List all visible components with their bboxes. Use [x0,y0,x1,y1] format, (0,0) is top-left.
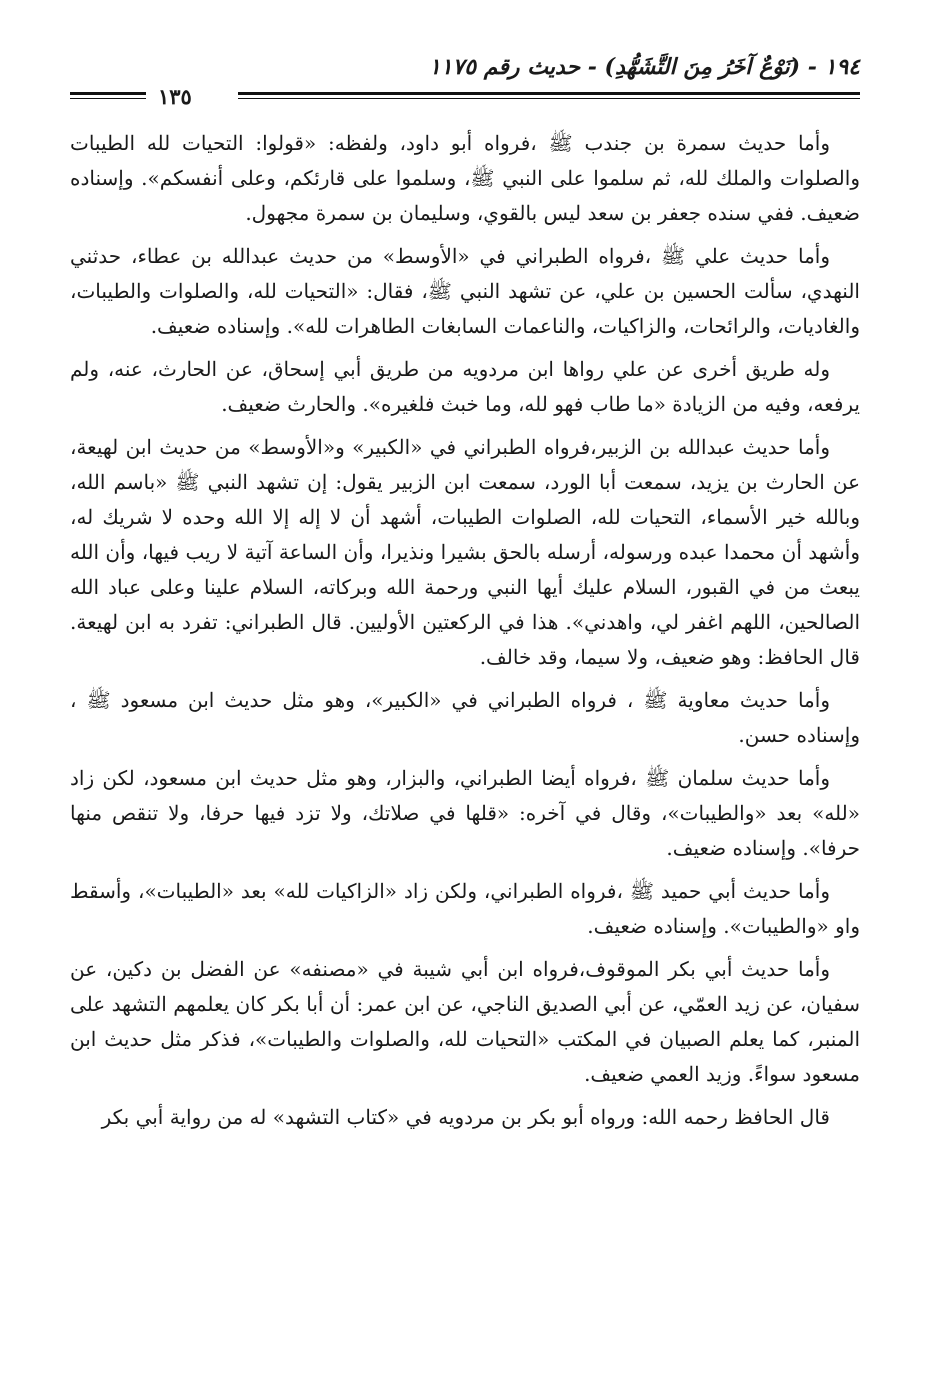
paragraph: وأما حديث سلمان ﷺ ،فرواه أيضا الطبراني، والبزار، وهو مثل حديث ابن مسعود، لكن زاد «لله» بعد «والطيبات»، وقال في آخره: «قلها في صلاتك، ولا تزد فيها حرفا، ولا تنقص منها حرفا». وإسناده ضعيف. [70,766,860,860]
page-header [70,48,860,109]
header-rule [238,92,860,99]
header-rule-short [70,92,146,99]
paragraph: وأما حديث علي ﷺ ،فرواه الطبراني في «الأوسط» من حديث عبدالله بن عطاء، حدثني النهدي، سألت الحسين بن علي، عن تشهد النبي ﷺ، فقال: «التحيات لله، والصلوات والطيبات، والغاديات، والرائحات، والزاكيات، والناعمات السابغات الطاهرات لله». وإسناده ضعيف. [70,244,860,338]
paragraph: وأما حديث معاوية ﷺ ، فرواه الطبراني في «الكبير»، وهو مثل حديث ابن مسعود ﷺ ، وإسناده حسن. [70,688,860,747]
page [70,48,860,1143]
paragraph: وأما حديث أبي حميد ﷺ ،فرواه الطبراني، ولكن زاد «الزاكيات لله» بعد «الطيبات»، وأسقط واو «والطيبات». وإسناده ضعيف. [70,879,860,938]
page-number: ١٣٥ [158,84,192,109]
page-body [70,126,860,1135]
paragraph: وله طريق أخرى عن علي رواها ابن مردويه من طريق أبي إسحاق، عن الحارث، عنه، ولم يرفعه، وفيه من الزيادة «ما طاب فهو لله، وما خبث فلغيره». والحارث ضعيف. [70,357,860,416]
paragraph: وأما حديث أبي بكر الموقوف،فرواه ابن أبي شيبة في «مصنفه» عن الفضل بن دكين، عن سفيان، عن زيد العمّي، عن أبي الصديق الناجي، عن ابن عمر: أن أبا بكر كان يعلمهم التشهد على المنبر، كما يعلم الصبيان في المكتب «التحيات لله، والصلوات والطيبات»، فذكر مثل حديث ابن مسعود سواءً. وزيد العمي ضعيف. [70,957,860,1086]
running-head: ١٩٤ - (نَوْعٌ آخَرُ مِنَ التَّشَهُّدِ) - حديث رقم ١١٧٥ [428,54,860,80]
paragraph: وأما حديث عبدالله بن الزبير،فرواه الطبراني في «الكبير» و«الأوسط» من حديث ابن لهيعة، عن الحارث بن يزيد، سمعت أبا الورد، سمعت ابن الزبير يقول: إن تشهد النبي ﷺ «باسم الله، وبالله خير الأسماء، التحيات لله، الصلوات الطيبات، أشهد أن لا إله إلا الله وحده لا شريك له، وأشهد أن محمدا عبده ورسوله، أرسله بالحق بشيرا ونذيرا، وأن الساعة آتية لا ريب فيها، وأن الله يبعث من في القبور، السلام عليك أيها النبي ورحمة الله وبركاته، السلام علينا وعلى عباد الله الصالحين، اللهم اغفر لي، واهدني». هذا في الركعتين الأوليين. قال الطبراني: تفرد به ابن لهيعة. قال الحافظ: وهو ضعيف، ولا سيما، وقد خالف. [70,435,860,669]
paragraph: قال الحافظ رحمه الله: ورواه أبو بكر بن مردويه في «كتاب التشهد» له من رواية أبي بكر [101,1105,830,1129]
paragraph: وأما حديث سمرة بن جندب ﷺ ،فرواه أبو داود، ولفظه: «قولوا: التحيات لله الطيبات والصلوات والملك لله، ثم سلموا على النبي ﷺ، وسلموا على قارئكم، وعلى أنفسكم». وإسناده ضعيف. ففي سنده جعفر بن سعد ليس بالقوي، وسليمان بن سمرة مجهول. [70,131,860,225]
